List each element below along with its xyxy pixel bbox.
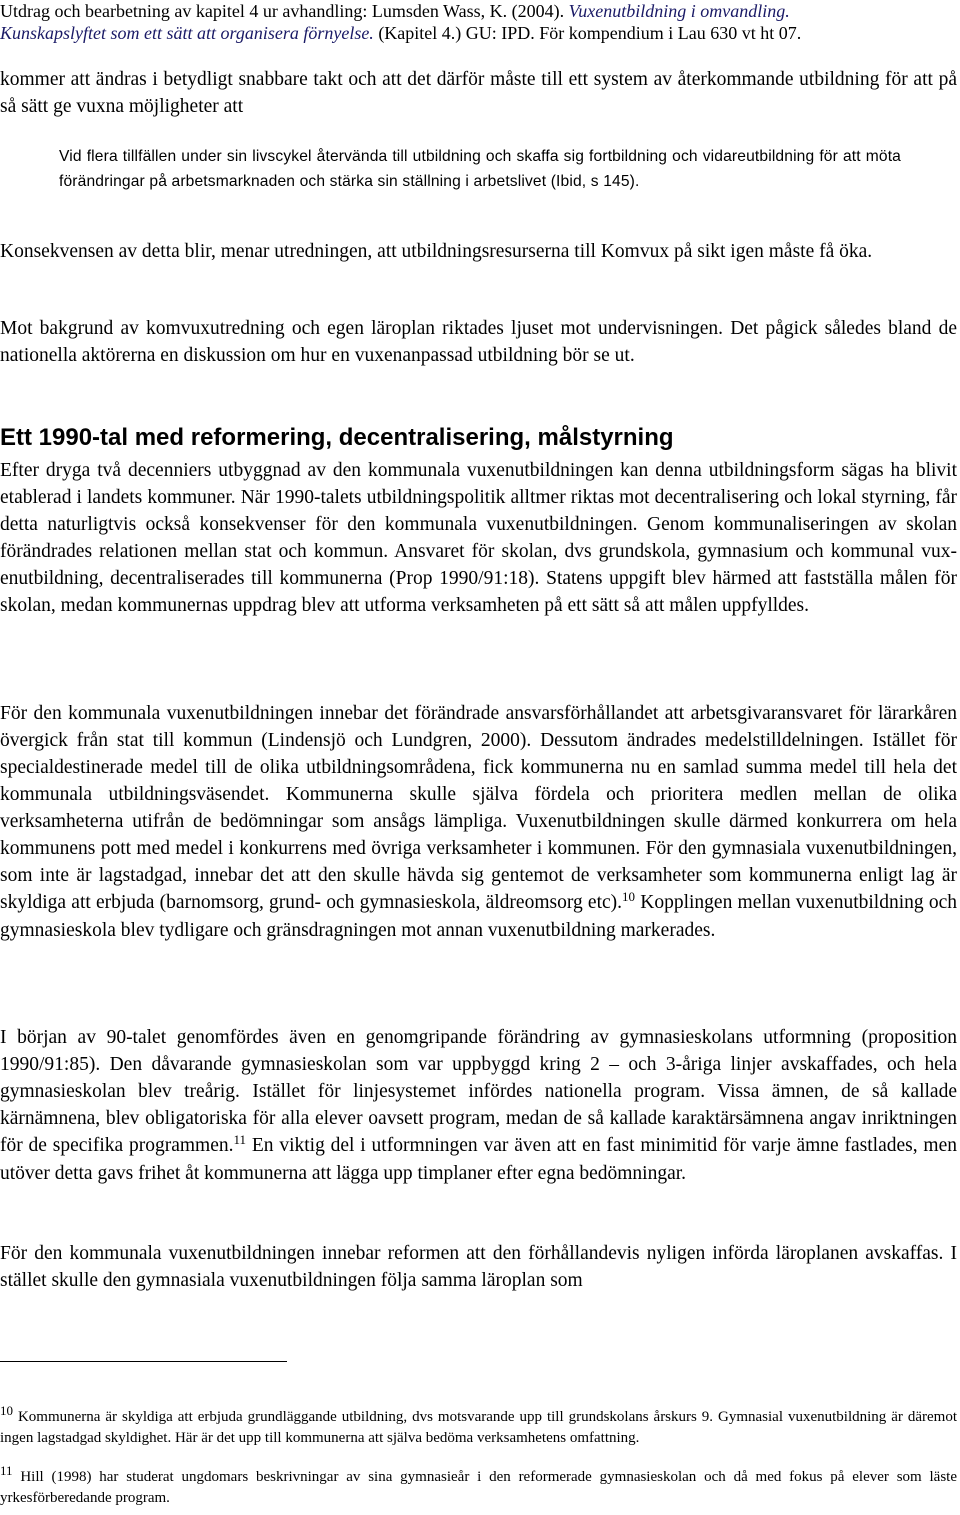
footnote-text: Kommunerna är skyldiga att erbjuda grundläggande utbildning, dvs motsvarande upp till grundskolans årskurs 9. Gymnasial vuxenutbildning är däremot ingen lagstadgad skyldighet. Här är det upp till kommunerna att själva bedöma verksamhetens omfattning. (0, 1409, 957, 1446)
page-header (0, 0, 957, 44)
footnote-divider (0, 1361, 287, 1362)
paragraph-text: I början av 90-talet genomfördes även en genomgripande förändring av gymnasieskolans utformning (proposition 1990/91:85). Den dåvarande gymnasieskolan som var uppbyggd kring 2 – och 3-åriga linjer avskaffades, och hela gymnasieskolan blev treårig. Istället för linjesystemet infördes nationella program. Vissa ämnen, de så kallade kärnämnena, blev obligatoriska för alla elever oavsett program, medan de så kallade karaktärsämnena angav inriktningen för de specifika programmen. (0, 1027, 957, 1156)
footnote-text: Hill (1998) har studerat ungdomars beskrivningar av sina gymnasieår i den reformerade gymnasieskolan och då med fokus på elever som läste yrkesförberedande program. (0, 1469, 957, 1506)
footnote-10 (0, 1403, 957, 1449)
paragraph-i-borjan (0, 1024, 957, 1187)
paragraph-intro: kommer att ändras i betydligt snabbare takt och att det därför måste till ett system av återkommande utbildning för att på så sätt ge vuxna möjligheter att (0, 69, 957, 117)
footnote-ref-10[interactable]: 10 (622, 889, 636, 904)
paragraph-text-cont: En viktig del i utformningen var även att en fast minimitid för varje ämne fastlades, men utöver detta gavs frihet åt kommunerna att lägga upp timplaner efter egna bedömningar. (0, 1135, 957, 1184)
paragraph-konsekvens: Konsekvensen av detta blir, menar utredningen, att utbildningsresurserna till Komvux på sikt igen måste få öka. (0, 241, 873, 262)
footnote-number: 10 (0, 1403, 13, 1418)
block-quote: Vid flera tillfällen under sin livscykel återvända till utbildning och skaffa sig fortbildning och vidareutbildning för att möta förändringar på arbetsmarknaden och stärka sin ställning i arbetslivet (Ibid, s 145). (59, 148, 901, 190)
footnote-ref-11[interactable]: 11 (233, 1132, 247, 1147)
section-heading: Ett 1990-tal med reformering, decentralisering, målstyrning (0, 424, 674, 451)
paragraph-efter: Efter dryga två decenniers utbyggnad av den kommunala vuxenutbildningen kan denna utbildningsform sägas ha blivit etablerad i landets kommuner. När 1990-talets utbildningspolitik alltmer riktas mot decentralisering och lokal styrning, får detta naturligtvis också konsekvenser för den kommunala vuxenutbildningen. Genom kommunaliseringen av skolan förändrades relationen mellan stat och kommun. Ansvaret för skolan, dvs grundskola, gymnasium och kommunal vux-enutbildning, decentraliserades till kommunerna (Prop 1990/91:18). Statens uppgift blev härmed att fastställa målen för skolan, medan kommunernas uppdrag blev att utforma verksamheten på ett sätt så att målen uppfylldes. (0, 460, 957, 616)
footnote-number: 11 (0, 1463, 13, 1478)
footnote-11 (0, 1463, 957, 1509)
header-course-note: (Kapitel 4.) GU: IPD. För kompendium i Lau 630 vt ht 07. (373, 23, 802, 43)
paragraph-for-den-kommunala-2: För den kommunala vuxenutbildningen innebar reformen att den förhållandevis nyligen införda läroplanen avskaffas. I stället skulle den gymnasiala vuxenutbildningen följa samma läroplan som (0, 1243, 957, 1291)
header-line-2 (0, 22, 957, 44)
header-citation: Utdrag och bearbetning av kapitel 4 ur avhandling: Lumsden Wass, K. (2004). (0, 1, 569, 21)
paragraph-text-cont: Kopplingen mellan vuxenutbildning och gymnasieskola blev tydligare och gränsdragningen mot annan vuxenutbildning markerades. (0, 892, 957, 941)
header-line-1 (0, 0, 957, 22)
header-book-title: Vuxenutbildning i omvandling. (568, 1, 790, 21)
paragraph-text: För den kommunala vuxenutbildningen innebar det förändrade ansvarsförhållandet att arbetsgivaransvaret för lärarkåren övergick från stat till kommun (Lindensjö och Lundgren, 2000). Dessutom ändrades medelstilldelningen. Istället för specialdestinerade medel till de olika utbildningsområdena, fick kommunerna nu en samlad summa medel till hela det kommunala utbildningsväsendet. Kommunerna skulle själva fördela och prioritera medlen mellan de olika verksamheterna utifrån de bedömningar som ansågs lämpliga. Vuxenutbildningen skulle därmed konkurrera om hela kommunens pott med medel i konkurrens med övriga verksamheter i kommunen. För den gymnasiala vuxenutbildningen, som inte är lagstadgad, innebar det att den skulle hävda sig gentemot de verksamheter som kommunerna enligt lag är skyldiga att erbjuda (barnomsorg, grund- och gymnasieskola, äldreomsorg etc). (0, 703, 957, 913)
paragraph-for-den-kommunala (0, 700, 957, 944)
header-book-subtitle: Kunskapslyftet som ett sätt att organisera förnyelse. (0, 23, 374, 43)
paragraph-mot-bakgrund: Mot bakgrund av komvuxutredning och egen läroplan riktades ljuset mot undervisningen. Det pågick således bland de nationella aktörerna en diskussion om hur en vuxenanpassad utbildning bör se ut. (0, 318, 957, 366)
